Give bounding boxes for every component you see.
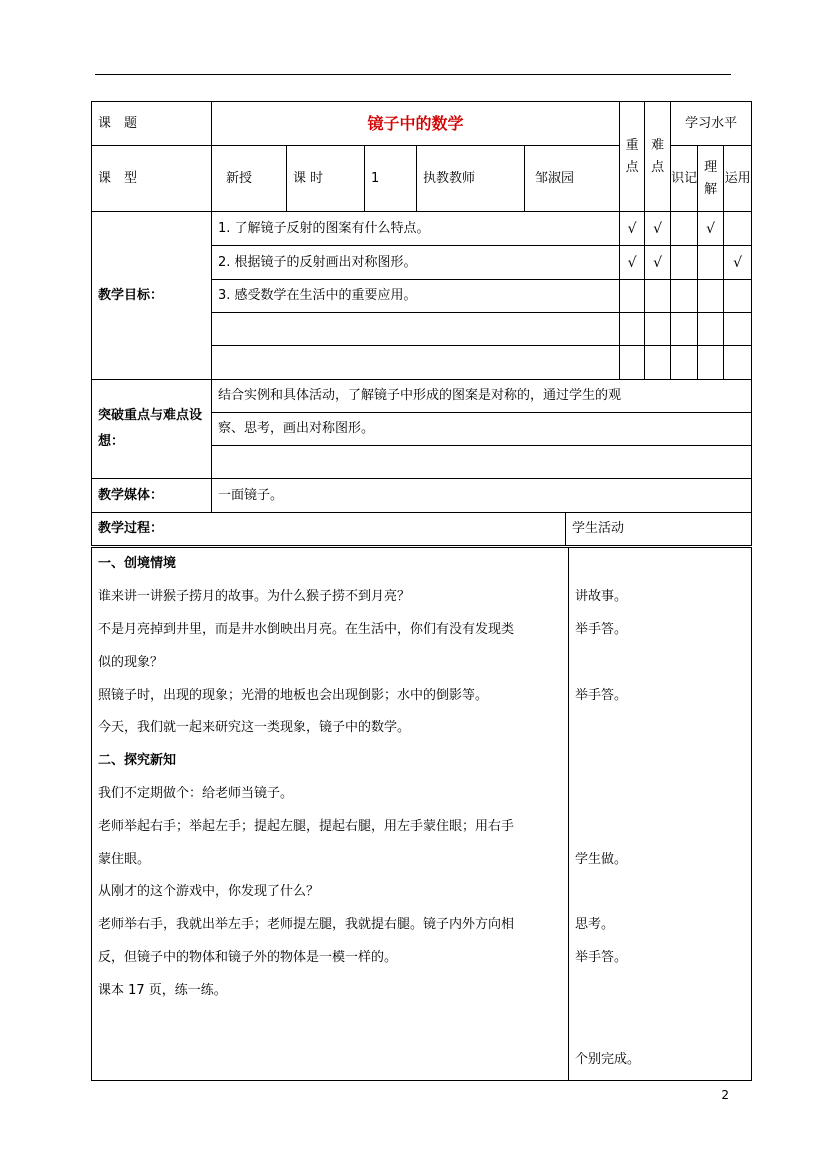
student-activity [569,876,752,909]
lesson-plan-table [91,101,752,546]
process-row [92,647,752,680]
breakthrough-line: 察、思考，画出对称图形。 [212,413,752,446]
check-mark [724,313,752,346]
process-text: 从刚才的这个游戏中，你发现了什么？ [92,876,569,909]
key-point-label: 重点 [620,102,645,212]
student-activity: 学生做。 [569,843,752,876]
objective-item: 1. 了解镜子反射的图案有什么特点。 [212,212,620,246]
level-understand: 理解 [698,146,724,212]
check-mark [698,313,724,346]
process-row [92,679,752,712]
check-mark: √ [724,246,752,280]
learning-level-label: 学习水平 [671,102,752,146]
student-activity: 举手答。 [569,679,752,712]
check-mark [671,346,698,380]
check-mark [645,346,671,380]
student-activity [569,1007,752,1040]
check-mark [671,246,698,280]
breakthrough-line [212,446,752,479]
check-mark [698,346,724,380]
type-label: 课 型 [92,146,212,212]
type-value: 新授 [212,146,287,212]
process-table [91,547,752,1081]
student-activity: 举手答。 [569,942,752,975]
check-mark [724,280,752,313]
check-mark [724,346,752,380]
student-activity [569,712,752,745]
process-text: 今天，我们就一起来研究这一类现象，镜子中的数学。 [92,712,569,745]
level-apply: 运用 [724,146,752,212]
check-mark [620,313,645,346]
process-text: 课本 17 页，练一练。 [92,975,569,1008]
process-text [92,1007,569,1040]
difficult-point-label: 难点 [645,102,671,212]
breakthrough-label: 突破重点与难点设想： [92,380,212,479]
process-row [92,876,752,909]
process-text: 照镜子时，出现的现象；光滑的地板也会出现倒影；水中的倒影等。 [92,679,569,712]
student-activity [569,647,752,680]
process-row [92,745,752,778]
process-row [92,810,752,843]
process-row [92,942,752,975]
check-mark [698,246,724,280]
student-activity [569,548,752,581]
check-mark [645,313,671,346]
objectives-label: 教学目标： [92,212,212,380]
objective-item: 2. 根据镜子的反射画出对称图形。 [212,246,620,280]
hours-label: 课 时 [287,146,365,212]
check-mark: √ [645,246,671,280]
process-row [92,975,752,1008]
check-mark [724,212,752,246]
process-row [92,712,752,745]
student-activity [569,745,752,778]
process-text: 谁来讲一讲猴子捞月的故事。为什么猴子捞不到月亮？ [92,581,569,614]
check-mark [620,280,645,313]
objective-item: 3. 感受数学在生活中的重要应用。 [212,280,620,313]
teacher-value: 邹淑园 [525,146,620,212]
breakthrough-line: 结合实例和具体活动，了解镜子中形成的图案是对称的，通过学生的观 [212,380,752,413]
process-text: 似的现象？ [92,647,569,680]
check-mark [620,346,645,380]
hours-value: 1 [365,146,417,212]
process-text: 我们不定期做个：给老师当镜子。 [92,778,569,811]
check-mark [671,280,698,313]
header-rule [95,74,731,75]
process-row [92,909,752,942]
student-activity [569,778,752,811]
check-mark [671,313,698,346]
activity-label: 学生活动 [566,513,752,546]
teacher-label: 执教教师 [417,146,525,212]
check-mark: √ [698,212,724,246]
section-heading: 一、创境情境 [92,548,569,581]
process-row [92,614,752,647]
objective-item [212,346,620,380]
process-text: 老师举起右手；举起左手；提起左腿，提起右腿，用左手蒙住眼；用右手 [92,810,569,843]
student-activity [569,810,752,843]
process-row [92,1007,752,1040]
process-text: 蒙住眼。 [92,843,569,876]
process-label: 教学过程： [92,513,566,546]
media-value: 一面镜子。 [212,479,752,513]
student-activity [569,975,752,1008]
level-memorize: 识记 [671,146,698,212]
check-mark: √ [620,212,645,246]
media-label: 教学媒体： [92,479,212,513]
process-row [92,548,752,581]
process-text: 老师举右手，我就出举左手；老师提左腿，我就提右腿。镜子内外方向相 [92,909,569,942]
process-row [92,778,752,811]
process-row [92,1040,752,1080]
page-number: 2 [721,1088,729,1102]
check-mark [671,212,698,246]
check-mark [698,280,724,313]
check-mark: √ [645,212,671,246]
process-row [92,843,752,876]
process-text [92,1040,569,1080]
lesson-title: 镜子中的数学 [212,102,620,146]
title-label: 课 题 [92,102,212,146]
process-row [92,581,752,614]
student-activity: 个别完成。 [569,1040,752,1080]
student-activity: 思考。 [569,909,752,942]
student-activity: 讲故事。 [569,581,752,614]
check-mark: √ [620,246,645,280]
student-activity: 举手答。 [569,614,752,647]
process-text: 反，但镜子中的物体和镜子外的物体是一模一样的。 [92,942,569,975]
objective-item [212,313,620,346]
section-heading: 二、探究新知 [92,745,569,778]
check-mark [645,280,671,313]
process-text: 不是月亮掉到井里，而是井水倒映出月亮。在生活中，你们有没有发现类 [92,614,569,647]
